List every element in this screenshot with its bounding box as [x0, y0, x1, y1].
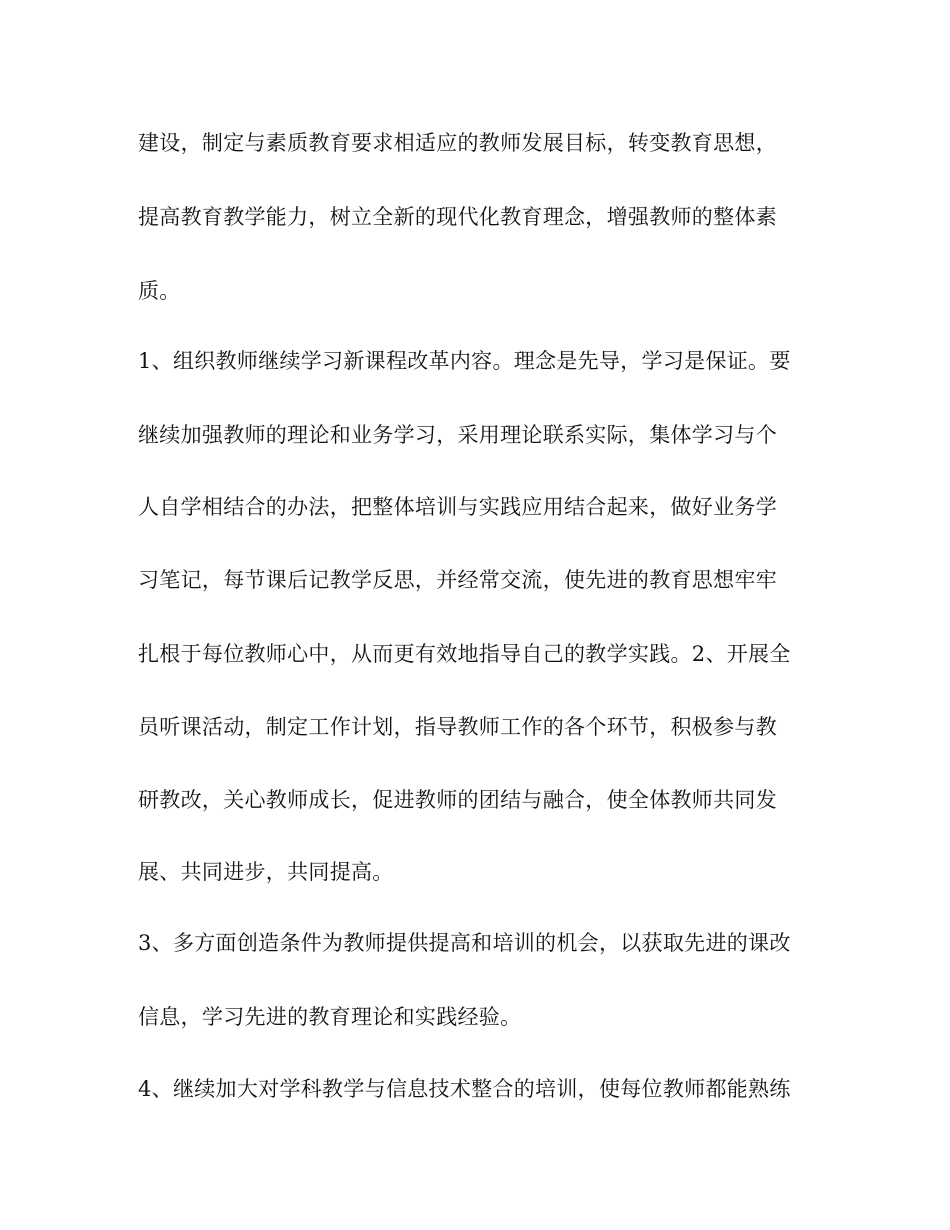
text-line: 人自学相结合的办法，把整体培训与实践应用结合起来，做好业务学 — [138, 495, 777, 519]
text-line: 研教改，关心教师成长，促进教师的团结与融合，使全体教师共同发 — [138, 788, 777, 812]
text-line: 提高教育教学能力，树立全新的现代化教育理念，增强教师的整体素 — [138, 205, 777, 229]
text-line: 习笔记，每节课后记教学反思，并经常交流，使先进的教育思想牢牢 — [138, 568, 777, 592]
text-line: 建设，制定与素质教育要求相适应的教师发展目标，转变教育思想， — [138, 131, 777, 155]
text-line: 信息，学习先进的教育理论和实践经验。 — [138, 1005, 522, 1029]
text-line: 员听课活动，制定工作计划，指导教师工作的各个环节，积极参与教 — [138, 715, 777, 739]
text-line: 3、多方面创造条件为教师提供提高和培训的机会，以获取先进的课改 — [138, 931, 791, 955]
text-line: 质。 — [138, 279, 181, 303]
text-line: 展、共同进步，共同提高。 — [138, 860, 394, 884]
text-line: 继续加强教师的理论和业务学习，采用理论联系实际，集体学习与个 — [138, 423, 777, 447]
text-line: 4、继续加大对学科教学与信息技术整合的培训，使每位教师都能熟练 — [138, 1077, 791, 1101]
text-line: 扎根于每位教师心中，从而更有效地指导自己的教学实践。2、开展全 — [138, 642, 791, 666]
text-line: 1、组织教师继续学习新课程改革内容。理念是先导，学习是保证。要 — [138, 349, 791, 373]
